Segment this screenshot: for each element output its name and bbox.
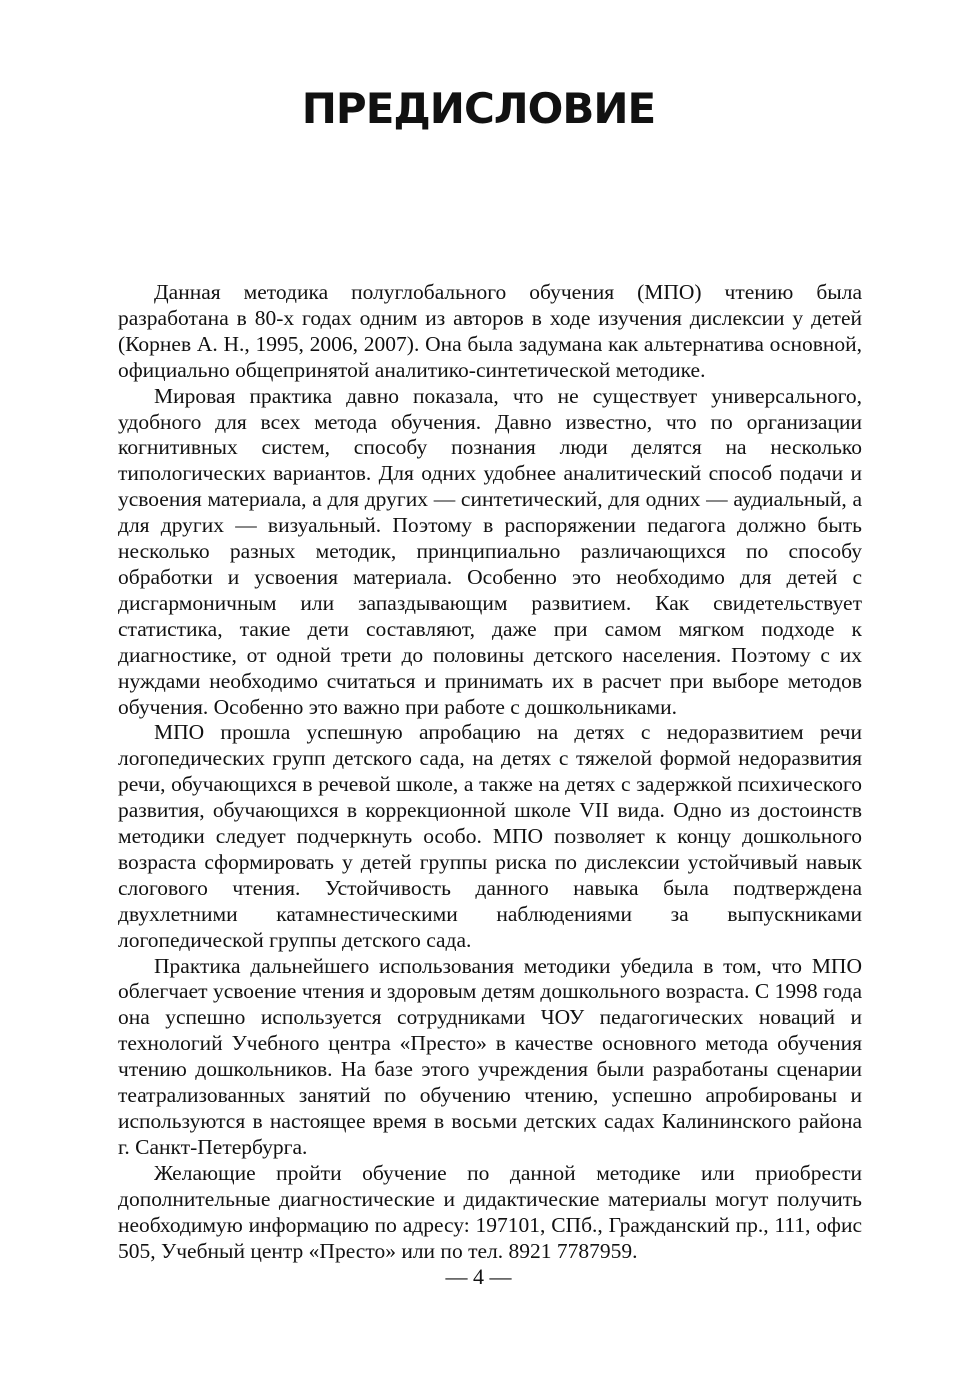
paragraph-5: Желающие пройти обучение по данной методике или приобрести дополнительные диагностические и дидактические материалы могут получить необходимую информацию по адресу: 197101, СПб., Гражданский пр., 111, офис 505, Учебный центр «Престо» или по тел. 8921 7787959. [118,1160,862,1263]
page-title: ПРЕДИСЛОВИЕ [301,84,656,133]
paragraph-2: Мировая практика давно показала, что не существует универсального, удобного для всех метода обучения. Давно известно, что по организации когнитивных систем, способу познания люди делятся на несколько типологических вариантов. Для одних удобнее аналитический способ подачи и усвоения материала, а для других — синтетический, для одних — аудиальный, а для других — визуальный. Поэтому в распоряжении педагога должно быть несколько разных методик, принципиально различающихся по способу обработки и усвоения материала. Особенно это необходимо для детей с дисгармоничным или запаздывающим развитием. Как свидетельствует статистика, такие дети составляют, даже при самом мягком подходе к диагностике, от одной трети до половины детского населения. Поэтому с их нуждами необходимо считаться и принимать их в расчет при выборе методов обучения. Особенно это важно при работе с дошкольниками. [118,383,862,719]
paragraph-4: Практика дальнейшего использования методики убедила в том, что МПО облегчает усвоение чтения и здоровым детям дошкольного возраста. С 1998 года она успешно используется сотрудниками ЧОУ педагогических новаций и технологий Учебного центра «Престо» в качестве основного метода обучения чтению дошкольников. На базе этого учреждения были разработаны сценарии театрализованных занятий по обучению чтению, успешно апробированы и используются в настоящее время в восьми детских садах Калининского района г. Санкт-Петербурга. [118,953,862,1159]
body-text [118,280,862,1264]
paragraph-1: Данная методика полуглобального обучения (МПО) чтению была разработана в 80-х годах одним из авторов в ходе изучения дислексии у детей (Корнев А. Н., 1995, 2006, 2007). Она была задумана как альтернатива основной, официально общепринятой аналитико-синтетической методике. [118,280,862,382]
paragraph-3: МПО прошла успешную апробацию на детях с недоразвитием речи логопедических групп детского сада, на детях с тяжелой формой недоразвития речи, обучающихся в речевой школе, а также на детях с задержкой психического развития, обучающихся в коррекционной школе VII вида. Одно из достоинств методики следует подчеркнуть особо. МПО позволяет к концу дошкольного возраста сформировать у детей группы риска по дислексии устойчивый навык слогового чтения. Устойчивость данного навыка была подтверждена двухлетними катамнестическими наблюдениями за выпускниками логопедической группы детского сада. [118,720,862,952]
page-number: — 4 — [445,1264,512,1289]
